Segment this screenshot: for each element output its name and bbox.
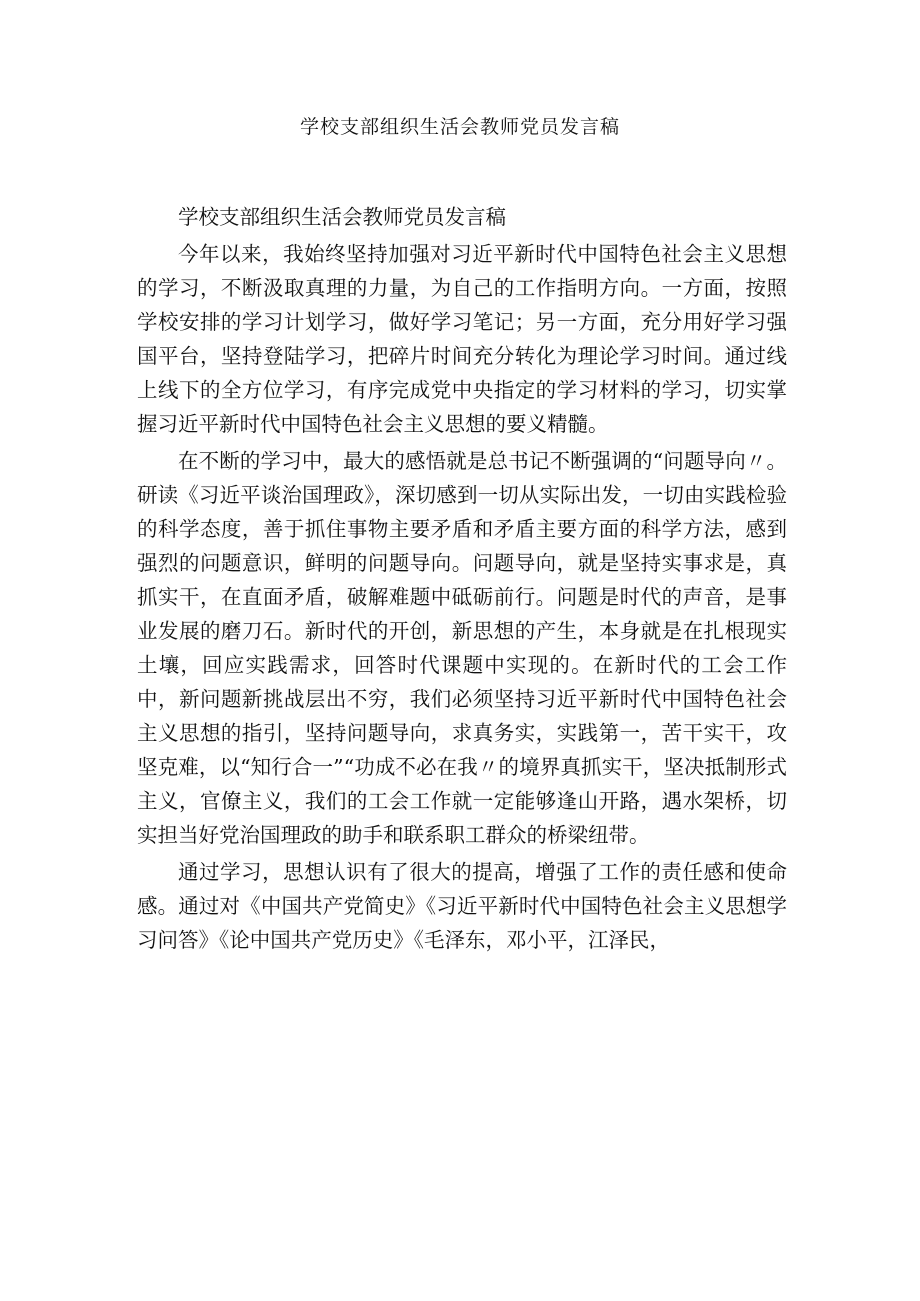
- paragraph-study: 今年以来，我始终坚持加强对习近平新时代中国特色社会主义思想的学习，不断汲取真理的力量，为自己的工作指明方向。一方面，按照学校安排的学习计划学习，做好学习笔记；另一方面，充分用好学习强国平台，坚持登陆学习，把碎片时间充分转化为理论学习时间。通过线上线下的全方位学习，有序完成党中央指定的学习材料的学习，切实掌握习近平新时代中国特色社会主义思想的要义精髓。: [137, 242, 787, 436]
- paragraph-thinking: 通过学习，思想认识有了很大的提高，增强了工作的责任感和使命感。通过对《中国共产党简史》《习近平新时代中国特色社会主义思想学习问答》《论中国共产党历史》《毛泽东，邓小平，江泽民，: [137, 860, 787, 952]
- document-title: 学校支部组织生活会教师党员发言稿: [299, 116, 620, 138]
- paragraph-heading: 学校支部组织生活会教师党员发言稿: [178, 205, 506, 229]
- paragraph-problem-oriented: 在不断的学习中，最大的感悟就是总书记不断强调的“问题导向〃。研读《习近平谈治国理政》，深切感到一切从实际出发，一切由实践检验的科学态度，善于抓住事物主要矛盾和矛盾主要方面的科学方法，感到强烈的问题意识，鲜明的问题导向。问题导向，就是坚持实事求是，真抓实干，在直面矛盾，破解难题中砥砺前行。问题是时代的声音，是事业发展的磨刀石。新时代的开创，新思想的产生，本身就是在扎根现实土壤，回应实践需求，回答时代课题中实现的。在新时代的工会工作中，新问题新挑战层出不穷，我们必须坚持习近平新时代中国特色社会主义思想的指引，坚持问题导向，求真务实，实践第一，苦干实干，攻坚克难，以“知行合一”“功成不必在我〃的境界真抓实干，坚决抵制形式主义，官僚主义，我们的工会工作就一定能够逢山开路，遇水架桥，切实担当好党治国理政的助手和联系职工群众的桥梁纽带。: [137, 449, 787, 847]
- document-body: [137, 200, 787, 957]
